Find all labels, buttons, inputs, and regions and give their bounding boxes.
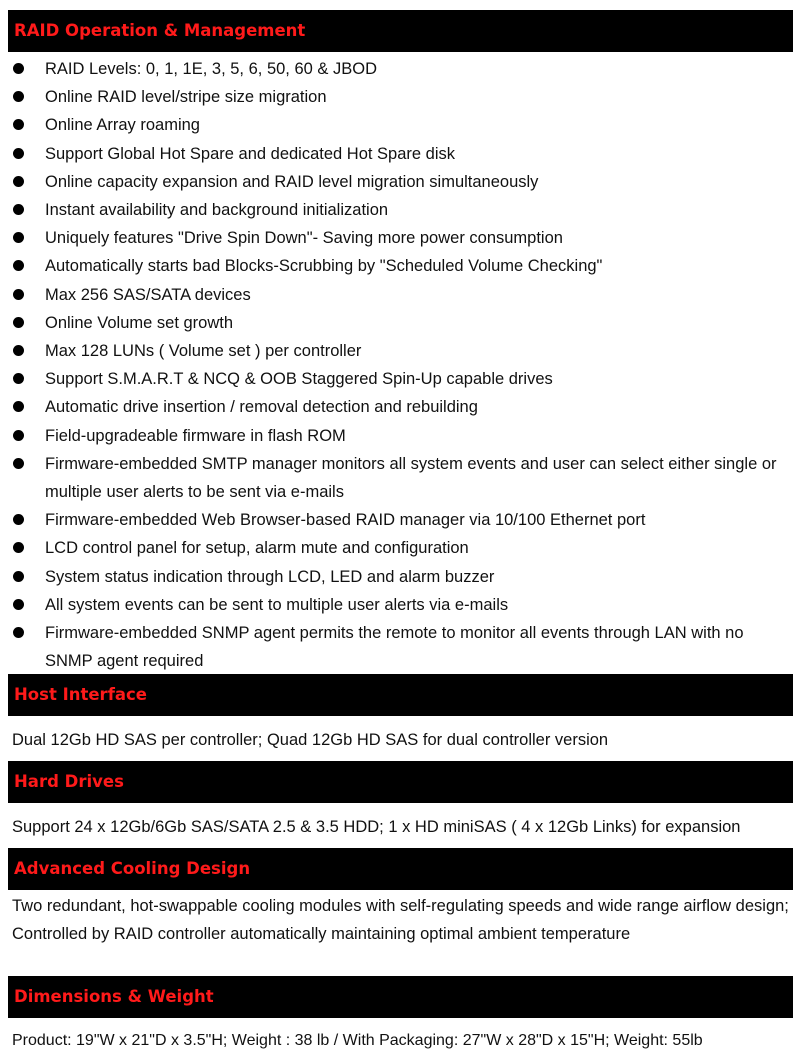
section-header-cooling bbox=[8, 848, 793, 890]
section-header-host-interface bbox=[8, 674, 793, 716]
list-item-text: Automatically starts bad Blocks-Scrubbing by "Scheduled Volume Checking" bbox=[45, 257, 603, 276]
list-item-text: Support S.M.A.R.T & NCQ & OOB Staggered Spin-Up capable drives bbox=[45, 370, 553, 389]
list-item-text: Max 128 LUNs ( Volume set ) per controller bbox=[45, 342, 362, 360]
list-item-text: Uniquely features "Drive Spin Down"- Saving more power consumption bbox=[45, 229, 563, 248]
list-item-text: RAID Levels: 0, 1, 1E, 3, 5, 6, 50, 60 & JBOD bbox=[45, 60, 377, 78]
host-interface-text: Dual 12Gb HD SAS per controller; Quad 12Gb HD SAS for dual controller version bbox=[12, 731, 609, 749]
section-title-hard-drives: Hard Drives bbox=[14, 772, 124, 791]
bullet-icon bbox=[13, 599, 24, 610]
bullet-icon bbox=[13, 317, 24, 328]
list-item-text: All system events can be sent to multiple user alerts via e-mails bbox=[45, 595, 509, 614]
list-item-text: Support Global Hot Spare and dedicated Hot Spare disk bbox=[45, 144, 456, 163]
section-header-hard-drives bbox=[8, 761, 793, 803]
bullet-icon bbox=[13, 204, 24, 215]
section-title-cooling: Advanced Cooling Design bbox=[14, 859, 251, 878]
bullet-icon bbox=[13, 430, 24, 441]
list-item-text: Field-upgradeable firmware in flash ROM bbox=[45, 426, 346, 445]
bullet-icon bbox=[13, 119, 24, 130]
list-item-text: Online Volume set growth bbox=[45, 313, 234, 332]
dimensions-text: Product: 19"W x 21"D x 3.5"H; Weight : 38 lb / With Packaging: 27"W x 28"D x 15"H; Weight: 55lb bbox=[12, 1032, 703, 1049]
section-title-host-interface: Host Interface bbox=[14, 685, 147, 704]
bullet-icon bbox=[13, 458, 24, 469]
bullet-icon bbox=[13, 289, 24, 300]
bullet-icon bbox=[13, 401, 24, 412]
bullet-icon bbox=[13, 176, 24, 187]
bullet-icon bbox=[13, 63, 24, 74]
list-item-text: LCD control panel for setup, alarm mute and configuration bbox=[45, 539, 469, 558]
hard-drives-text: Support 24 x 12Gb/6Gb SAS/SATA 2.5 & 3.5 HDD; 1 x HD miniSAS ( 4 x 12Gb Links) for expansion bbox=[12, 818, 741, 836]
list-item-text: Online capacity expansion and RAID level migration simultaneously bbox=[45, 172, 539, 191]
list-item-text: Instant availability and background initialization bbox=[45, 201, 389, 219]
section-title-dimensions: Dimensions & Weight bbox=[14, 987, 214, 1006]
list-item-text: System status indication through LCD, LED and alarm buzzer bbox=[45, 567, 495, 586]
list-item-text: Online RAID level/stripe size migration bbox=[45, 88, 327, 107]
list-item-text: Online Array roaming bbox=[45, 116, 200, 135]
list-item-text: Max 256 SAS/SATA devices bbox=[45, 285, 251, 304]
section-header-dimensions bbox=[8, 976, 793, 1018]
bullet-icon bbox=[13, 345, 24, 356]
bullet-icon bbox=[13, 627, 24, 638]
list-item-text: Firmware-embedded SMTP manager monitors all system events and user can select either single or multiple user alerts to be sent via e-mails bbox=[45, 454, 777, 501]
bullet-icon bbox=[13, 232, 24, 243]
section-title-raid: RAID Operation & Management bbox=[14, 21, 306, 40]
bullet-icon bbox=[13, 373, 24, 384]
cooling-text: Two redundant, hot-swappable cooling modules with self-regulating speeds and wide range airflow design; Controlled by RAID controller automatically maintaining optimal ambient temperature bbox=[12, 897, 789, 944]
list-item-text: Firmware-embedded SNMP agent permits the remote to monitor all events through LAN with no SNMP agent required bbox=[45, 624, 744, 671]
bullet-icon bbox=[13, 260, 24, 271]
bullet-icon bbox=[13, 91, 24, 102]
bullet-icon bbox=[13, 542, 24, 553]
list-item-text: Firmware-embedded Web Browser-based RAID manager via 10/100 Ethernet port bbox=[45, 511, 646, 530]
bullet-icon bbox=[13, 514, 24, 525]
list-item-text: Automatic drive insertion / removal detection and rebuilding bbox=[45, 398, 478, 417]
section-header-raid bbox=[8, 10, 793, 52]
bullet-icon bbox=[13, 571, 24, 582]
bullet-icon bbox=[13, 148, 24, 159]
